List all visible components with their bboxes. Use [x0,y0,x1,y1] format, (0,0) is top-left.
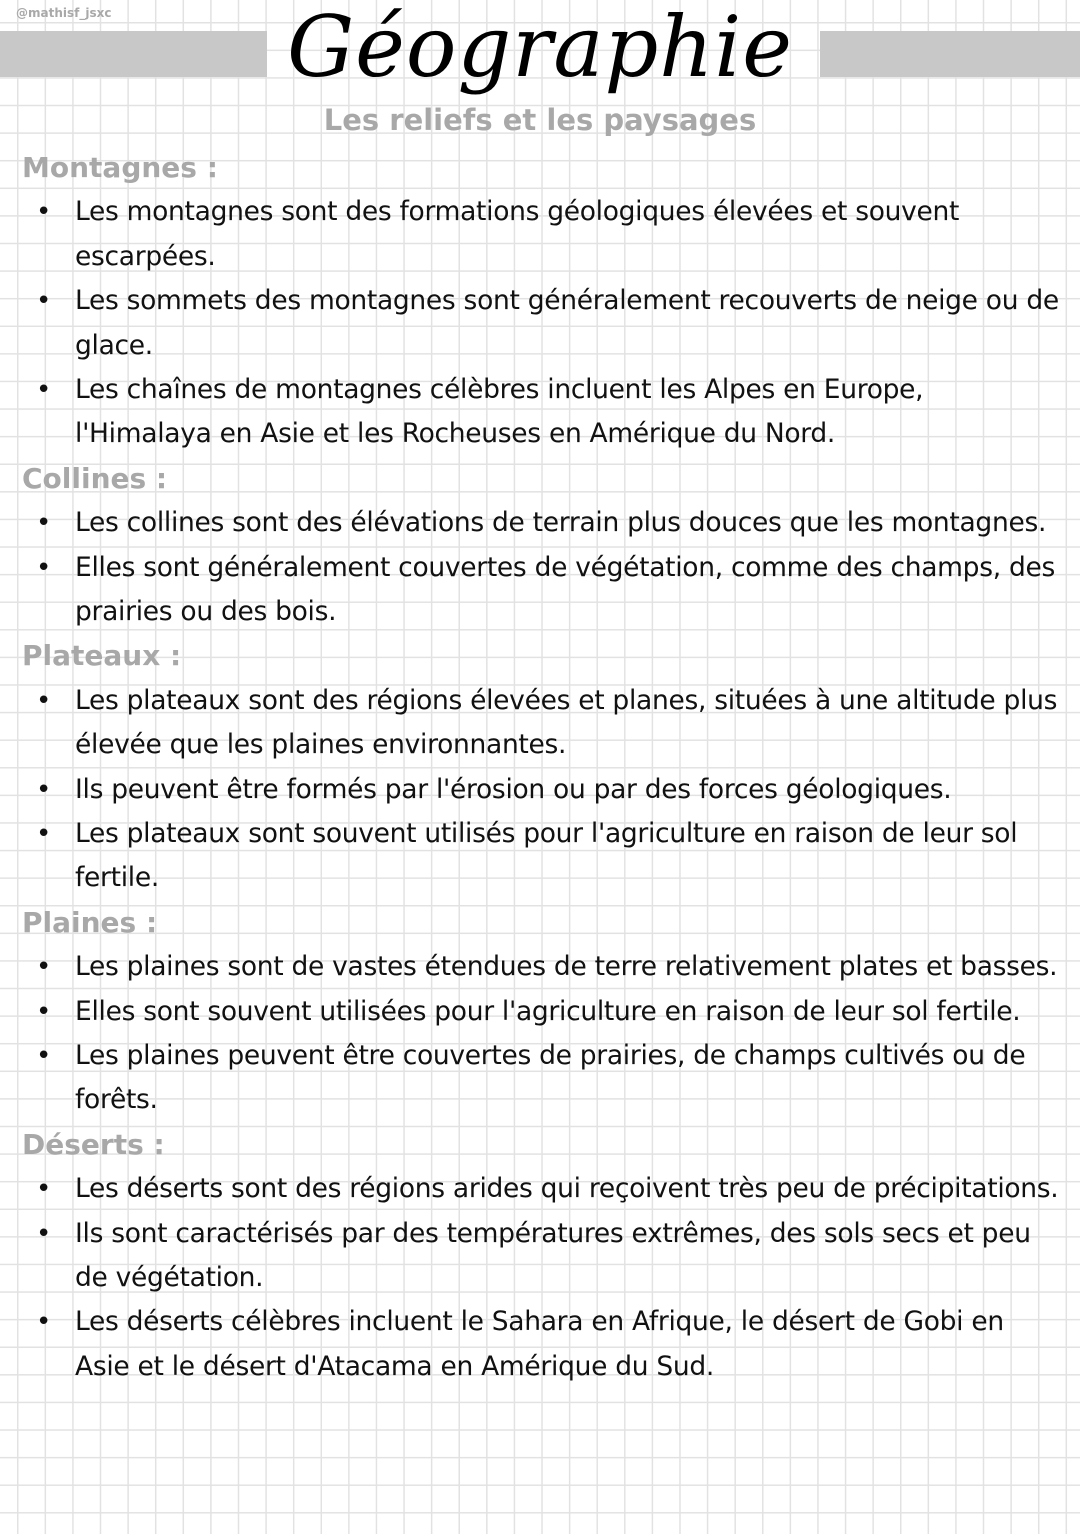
list-item: • Les chaînes de montagnes célèbres incluent les Alpes en Europe, l'Himalaya en Asie et les Rocheuses en Amérique du Nord. [22,368,1060,457]
list-item: • Les sommets des montagnes sont généralement recouverts de neige ou de glace. [22,279,1060,368]
bullet-list [22,945,1060,1123]
bullet-list [22,1167,1060,1389]
list-item: • Les déserts célèbres incluent le Sahara en Afrique, le désert de Gobi en Asie et le désert d'Atacama en Amérique du Sud. [22,1300,1060,1389]
section-heading: Déserts : [22,1127,165,1161]
section [22,901,1060,1123]
section-heading: Plateaux : [22,639,182,673]
list-item: • Ils peuvent être formés par l'érosion ou par des forces géologiques. [22,768,1060,812]
list-item: • Elles sont souvent utilisées pour l'agriculture en raison de leur sol fertile. [22,990,1060,1034]
page-subtitle: Les reliefs et les paysages [323,103,757,137]
section [22,457,1060,635]
section-heading: Plaines : [22,905,158,939]
list-item: • Elles sont généralement couvertes de végétation, comme des champs, des prairies ou des bois. [22,546,1060,635]
bullet-list [22,190,1060,456]
section-heading: Montagnes : [22,151,218,184]
section [22,1123,1060,1389]
section [22,634,1060,900]
list-item: • Les plaines peuvent être couvertes de prairies, de champs cultivés ou de forêts. [22,1034,1060,1123]
list-item: • Ils sont caractérisés par des températures extrêmes, des sols secs et peu de végétation. [22,1212,1060,1301]
list-item: • Les montagnes sont des formations géologiques élevées et souvent escarpées. [22,190,1060,279]
list-item: • Les plateaux sont des régions élevées et planes, situées à une altitude plus élevée que les plaines environnantes. [22,679,1060,768]
list-item: • Les plateaux sont souvent utilisés pour l'agriculture en raison de leur sol fertile. [22,812,1060,901]
page-title: Géographie [287,0,793,96]
list-item: • Les collines sont des élévations de terrain plus douces que les montagnes. [22,501,1060,545]
bullet-list [22,679,1060,901]
section-heading: Collines : [22,461,168,495]
bullet-list [22,501,1060,634]
list-item: • Les déserts sont des régions arides qui reçoivent très peu de précipitations. [22,1167,1060,1211]
section [22,146,1060,457]
author-handle: @mathisf_jsxc [16,6,112,20]
list-item: • Les plaines sont de vastes étendues de terre relativement plates et basses. [22,945,1060,989]
notes-content [22,146,1060,1389]
